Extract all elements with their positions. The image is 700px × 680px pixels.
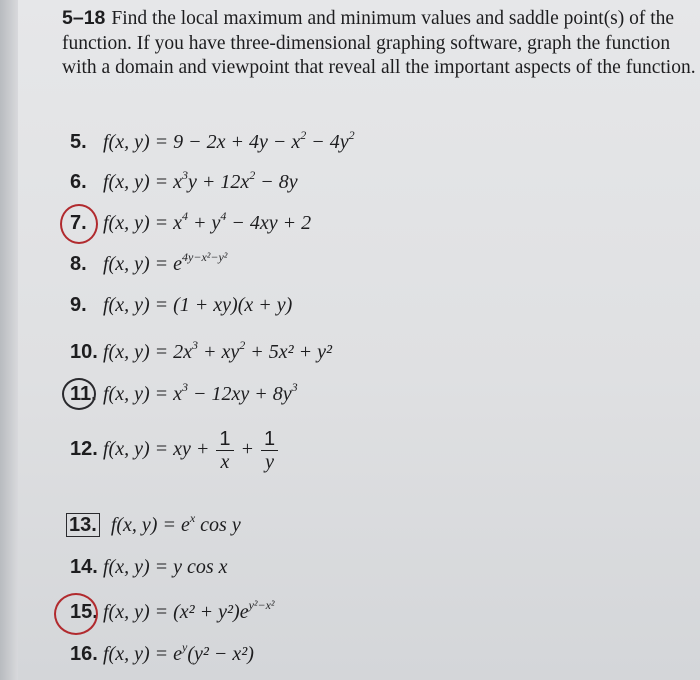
problem-12 bbox=[70, 428, 280, 473]
problem-number: 8. bbox=[70, 253, 87, 275]
problem-equation: f(x, $y) = e^y(y^2 - x^2)$ bbox=[103, 640, 254, 665]
problem-number: 10. bbox=[70, 341, 98, 363]
problem-16 bbox=[70, 640, 254, 666]
problem-equation: f(x, $y) = x^4 + y^4 - 4xy + 2$ bbox=[103, 209, 312, 234]
problem-equation: f(x, y) = (1 + xy)(x + y) bbox=[103, 294, 293, 316]
page-edge-shadow bbox=[0, 0, 18, 680]
section-range: 5–18 bbox=[62, 7, 106, 29]
problem-6 bbox=[70, 168, 298, 194]
problem-equation: f(x, $y) = x^3y + 12x^2 - 8y$ bbox=[103, 168, 298, 193]
problem-equation: f(x, $y) = x^3 - 12xy + 8y^3$ bbox=[103, 380, 298, 405]
problem-10 bbox=[70, 338, 332, 364]
problem-number: 16. bbox=[70, 643, 98, 665]
problem-equation: f(x, $y) = 9 - 2x + 4y - x^2 - 4y^2$ bbox=[103, 128, 355, 153]
problem-9 bbox=[70, 294, 292, 317]
fraction-1-over-y: $\frac{1}{y}$ bbox=[261, 428, 278, 473]
red-pen-circle bbox=[54, 593, 98, 635]
problem-number: 9. bbox=[70, 294, 87, 316]
exercise-instructions bbox=[62, 6, 698, 81]
fraction-1-over-x: $\frac{1}{x}$ bbox=[216, 428, 233, 473]
pen-circle bbox=[62, 378, 96, 410]
problem-number: 6. bbox=[70, 171, 87, 193]
problem-equation: f(x, $y) = e^{4y-x^2-y^2}$ bbox=[103, 250, 228, 275]
problem-number: 14. bbox=[70, 556, 98, 578]
problem-number-circled: 11. bbox=[70, 383, 98, 406]
problem-7 bbox=[70, 209, 311, 235]
problem-number: 12. bbox=[70, 438, 98, 461]
problem-14 bbox=[70, 556, 228, 579]
problem-equation: f(x, $y) = 2x^3 + xy^2 + 5x^2 + y^2$ bbox=[103, 338, 333, 363]
problem-11 bbox=[70, 380, 298, 406]
problem-8 bbox=[70, 250, 227, 276]
instructions-text: Find the local maximum and minimum values and saddle point(s) of the function. If you have three-dimensional graphing software, graph the function with a domain and viewpoint that reveal all the important aspects of the function. bbox=[62, 8, 696, 78]
problem-equation: f(x, y) = y cos x bbox=[103, 556, 228, 578]
problem-equation: f(x, $y) = e^x$ cos y bbox=[110, 511, 241, 536]
problem-number: 5. bbox=[70, 131, 87, 153]
problem-number-circled: 7. bbox=[70, 212, 98, 235]
red-pen-circle bbox=[60, 204, 98, 244]
problem-number-circled: 15. bbox=[70, 601, 98, 624]
problem-15 bbox=[70, 598, 275, 624]
problem-13 bbox=[66, 511, 241, 537]
problem-equation: f(x, $y) = (x^2 + y^2)e^{y^2-x^2}$ bbox=[103, 598, 275, 623]
problem-5 bbox=[70, 128, 355, 154]
problem-equation: f(x, y) = xy + $\frac{1}{x}$ + $\frac{1}{y}$ bbox=[103, 438, 280, 460]
problem-number-boxed: 13. bbox=[66, 513, 100, 537]
